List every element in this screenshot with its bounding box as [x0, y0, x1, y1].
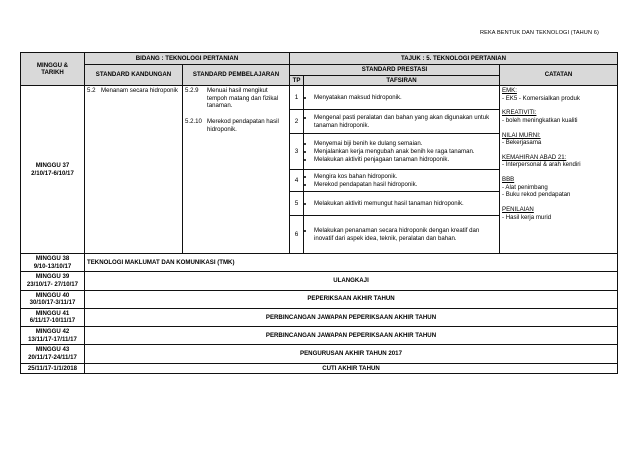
- week-40-activity: PEPERIKSAAN AKHIR TAHUN: [85, 290, 618, 308]
- header-bidang: BIDANG : TEKNOLOGI PERTANIAN: [85, 53, 290, 65]
- header-catatan: CATATAN: [500, 65, 618, 86]
- header-minggu-tarikh: MINGGU & TARIKH: [21, 53, 85, 86]
- tp-5: 5: [290, 192, 304, 216]
- week-42-cell: MINGGU 42 13/11/17-17/11/17: [21, 327, 85, 345]
- standard-pembelajaran-cell: 5.2.9 Menuai hasil mengikut tempoh matang dan fizikal tanaman. 5.2.10 Merekod pendapatan hasil hidroponik.: [183, 86, 290, 254]
- header-standard-pembelajaran: STANDARD PEMBELAJARAN: [183, 65, 290, 86]
- tafsiran-4: • Mengira kos bahan hidroponik. • Merekod pendapatan hasil hidroponik.: [304, 170, 500, 192]
- header-standard-prestasi: STANDARD PRESTASI: [290, 65, 500, 76]
- header-tajuk: TAJUK : 5. TEKNOLOGI PERTANIAN: [290, 53, 618, 65]
- week-39-cell: MINGGU 39 23/10/17- 27/10/17: [21, 272, 85, 290]
- tafsiran-2: • Mengenal pasti peralatan dan bahan yang akan digunakan untuk tanaman hidroponik.: [304, 110, 500, 134]
- standard-kandungan-cell: 5.2 Menanam secara hidroponik: [85, 86, 183, 254]
- holiday-cell: 25/11/17-1/1/2018: [21, 363, 85, 374]
- tp-1: 1: [290, 86, 304, 110]
- week-39-activity: ULANGKAJI: [85, 272, 618, 290]
- tp-3: 3: [290, 134, 304, 170]
- tafsiran-3: • Menyemai biji benih ke dulang semaian. • Menjalankan kerja mengubah anak benih ke raga tanaman. • Melakukan aktiviti penjagaan tanaman hidroponik.: [304, 134, 500, 170]
- tp-2: 2: [290, 110, 304, 134]
- week-41-activity: PERBINCANGAN JAWAPAN PEPERIKSAAN AKHIR TAHUN: [85, 308, 618, 326]
- page-header: REKA BENTUK DAN TEKNOLOGI (TAHUN 6): [480, 30, 599, 36]
- header-standard-kandungan: STANDARD KANDUNGAN: [85, 65, 183, 86]
- week-38-activity: TEKNOLOGI MAKLUMAT DAN KOMUNIKASI (TMK): [85, 254, 618, 272]
- tafsiran-5: • Melakukan aktiviti memungut hasil tanaman hidroponik.: [304, 192, 500, 216]
- tp-6: 6: [290, 216, 304, 254]
- week-40-cell: MINGGU 40 30/10/17-3/11/17: [21, 290, 85, 308]
- catatan-cell: EMK: - EK5 - Komersialkan produk KREATIVITI: - boleh meningkatkan kualiti NILAI MURNI: - Bekerjasama KEMAHIRAN ABAD 21: - Interpersonal & arah kendiri BBB - Alat penimbang - Buku rekod pendapatan PENILAIAN - Hasil kerja murid: [500, 86, 618, 254]
- header-tp: TP: [290, 75, 304, 86]
- week-42-activity: PERBINCANGAN JAWAPAN PEPERIKSAAN AKHIR TAHUN: [85, 327, 618, 345]
- week-43-cell: MINGGU 43 20/11/17-24/11/17: [21, 345, 85, 363]
- week-37-cell: MINGGU 37 2/10/17-6/10/17: [21, 86, 85, 254]
- holiday-activity: CUTI AKHIR TAHUN: [85, 363, 618, 374]
- week-41-cell: MINGGU 41 6/11/17-10/11/17: [21, 308, 85, 326]
- week-43-activity: PENGURUSAN AKHIR TAHUN 2017: [85, 345, 618, 363]
- lesson-plan-table: [20, 52, 618, 374]
- tafsiran-1: • Menyatakan maksud hidroponik.: [304, 86, 500, 110]
- tafsiran-6: • Melakukan penanaman secara hidroponik dengan kreatif dan inovatif dari aspek idea, teknik, peralatan dan bahan.: [304, 216, 500, 254]
- week-38-cell: MINGGU 38 9/10-13/10/17: [21, 254, 85, 272]
- header-tafsiran: TAFSIRAN: [304, 75, 500, 86]
- tp-4: 4: [290, 170, 304, 192]
